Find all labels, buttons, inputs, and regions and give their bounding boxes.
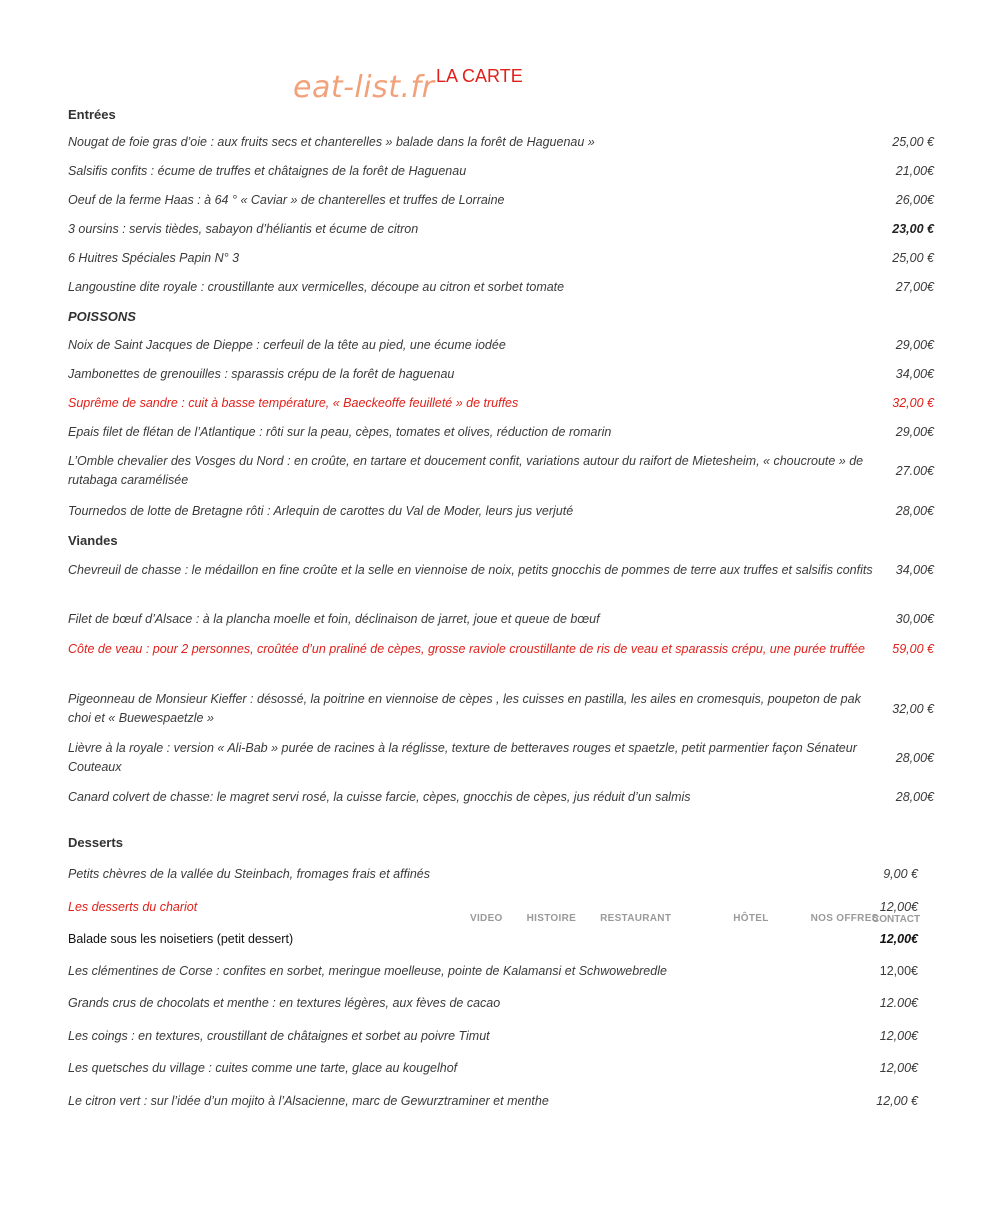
section-heading-poissons: POISSONS — [68, 309, 136, 324]
menu-item — [68, 220, 934, 239]
item-price: 21,00€ — [895, 164, 934, 178]
item-description: Grands crus de chocolats et menthe : en textures légères, aux fèves de cacao — [68, 996, 501, 1010]
item-price: 12.00€ — [879, 996, 918, 1010]
item-price: 12,00€ — [879, 1061, 918, 1075]
menu-item — [68, 1092, 918, 1111]
menu-item — [68, 1027, 918, 1046]
nav-link-histoire[interactable]: HISTOIRE — [526, 913, 577, 924]
menu-item — [68, 365, 934, 384]
item-description: Jambonettes de grenouilles : sparassis crépu de la forêt de haguenau — [68, 367, 455, 381]
section-heading-entrees: Entrées — [68, 107, 116, 122]
nav-bar — [470, 913, 879, 924]
item-description: Les desserts du chariot — [68, 900, 198, 914]
item-price: 34,00€ — [895, 367, 934, 381]
item-price: 26,00€ — [895, 193, 934, 207]
item-price: 28,00€ — [895, 790, 934, 804]
menu-item — [68, 962, 918, 981]
item-price: 9,00 € — [883, 867, 918, 881]
item-description: L’Omble chevalier des Vosges du Nord : en croûte, en tartare et doucement confit, variations autour du raifort de Mietesheim, « choucroute » de rutabaga caramélisée — [68, 454, 864, 487]
item-description: Petits chèvres de la vallée du Steinbach, fromages frais et affinés — [68, 867, 430, 881]
item-price: 12,00€ — [879, 932, 918, 946]
item-description: Oeuf de la ferme Haas : à 64 ° « Caviar » de chanterelles et truffes de Lorraine — [68, 193, 505, 207]
menu-item-featured — [68, 394, 934, 413]
item-price: 23,00 € — [892, 222, 934, 236]
section-heading-desserts: Desserts — [68, 835, 123, 850]
menu-item — [68, 423, 934, 442]
menu-item — [68, 561, 934, 580]
item-price: 28,00€ — [895, 750, 934, 765]
menu-item — [68, 739, 934, 777]
menu-item — [68, 336, 934, 355]
menu-item — [68, 452, 934, 490]
menu-item — [68, 502, 934, 521]
item-price: 30,00€ — [895, 612, 934, 626]
item-description: Tournedos de lotte de Bretagne rôti : Arlequin de carottes du Val de Moder, leurs jus verjuté — [68, 504, 574, 518]
item-description: Les clémentines de Corse : confites en sorbet, meringue moelleuse, pointe de Kalamansi et Schwowebredle — [68, 964, 667, 978]
menu-item — [68, 278, 934, 297]
item-price: 25,00 € — [892, 135, 934, 149]
item-price: 29,00€ — [895, 425, 934, 439]
item-price: 32,00 € — [892, 701, 934, 716]
item-price: 29,00€ — [895, 338, 934, 352]
item-description: Salsifis confits : écume de truffes et châtaignes de la forêt de Haguenau — [68, 164, 467, 178]
menu-item — [68, 610, 934, 629]
item-description: Le citron vert : sur l’idée d’un mojito à l’Alsacienne, marc de Gewurztraminer et menthe — [68, 1094, 549, 1108]
menu-item — [68, 930, 918, 949]
menu-item — [68, 865, 918, 884]
nav-link-hotel[interactable]: HÔTEL — [733, 913, 769, 924]
menu-item-featured — [68, 640, 934, 659]
item-price: 12,00€ — [879, 1029, 918, 1043]
item-price: 25,00 € — [892, 251, 934, 265]
page-title: LA CARTE — [436, 66, 523, 86]
item-description: Filet de bœuf d’Alsace : à la plancha moelle et foin, déclinaison de jarret, joue et queue de bœuf — [68, 612, 600, 626]
menu-item — [68, 994, 918, 1013]
nav-link-contact[interactable]: CONTACT — [872, 914, 921, 925]
item-description: Noix de Saint Jacques de Dieppe : cerfeuil de la tête au pied, une écume iodée — [68, 338, 506, 352]
item-description: Pigeonneau de Monsieur Kieffer : désossé, la poitrine en viennoise de cèpes , les cuisses en pastilla, les ailes en cromesquis, poupeton de pak choi et « Buewespaetzle » — [68, 692, 861, 725]
item-description: Chevreuil de chasse : le médaillon en fine croûte et la selle en viennoise de noix, petits gnocchis de pommes de terre aux truffes et salsifis confits — [68, 563, 873, 577]
item-description: 6 Huitres Spéciales Papin N° 3 — [68, 251, 240, 265]
item-price: 32,00 € — [892, 396, 934, 410]
nav-link-offres[interactable]: NOS OFFRES — [810, 913, 879, 924]
section-heading-viandes: Viandes — [68, 533, 118, 548]
menu-item — [68, 788, 934, 807]
item-description: Les coings : en textures, croustillant de châtaignes et sorbet au poivre Timut — [68, 1029, 490, 1043]
menu-item — [68, 133, 934, 152]
item-description: Côte de veau : pour 2 personnes, croûtée d’un praliné de cèpes, grosse raviole croustillante de ris de veau et sparassis crépu, une purée truffée — [68, 642, 866, 656]
item-description: Canard colvert de chasse: le magret servi rosé, la cuisse farcie, cèpes, gnocchis de cèpes, jus réduit d’un salmis — [68, 790, 691, 804]
menu-item — [68, 162, 934, 181]
item-price: 12,00 € — [876, 1094, 918, 1108]
item-price: 28,00€ — [895, 504, 934, 518]
item-price: 12,00€ — [879, 964, 918, 978]
menu-item — [68, 191, 934, 210]
item-description: 3 oursins : servis tièdes, sabayon d’héliantis et écume de citron — [68, 222, 419, 236]
item-price: 27.00€ — [895, 463, 934, 478]
item-price: 59,00 € — [892, 642, 934, 656]
item-price: 12,00€ — [879, 900, 918, 914]
item-price: 34,00€ — [895, 563, 934, 577]
item-description: Les quetsches du village : cuites comme une tarte, glace au kougelhof — [68, 1061, 458, 1075]
watermark-logo: eat-list.fr — [293, 70, 435, 105]
item-price: 27,00€ — [895, 280, 934, 294]
item-description: Lièvre à la royale : version « Ali-Bab » purée de racines à la réglisse, texture de betteraves rouges et spaetzle, petit parmentier façon Sénateur Couteaux — [68, 741, 857, 774]
item-description: Epais filet de flétan de l’Atlantique : rôti sur la peau, cèpes, tomates et olives, réduction de romarin — [68, 425, 612, 439]
nav-link-video[interactable]: VIDEO — [470, 913, 503, 924]
nav-link-restaurant[interactable]: RESTAURANT — [600, 913, 672, 924]
item-description: Langoustine dite royale : croustillante aux vermicelles, découpe au citron et sorbet tomate — [68, 280, 565, 294]
item-description: Balade sous les noisetiers (petit dessert) — [68, 932, 294, 946]
item-description: Nougat de foie gras d’oie : aux fruits secs et chanterelles » balade dans la forêt de Haguenau » — [68, 135, 595, 149]
menu-item — [68, 690, 934, 728]
item-description: Suprême de sandre : cuit à basse température, « Baeckeoffe feuilleté » de truffes — [68, 396, 519, 410]
menu-item — [68, 249, 934, 268]
menu-item — [68, 1059, 918, 1078]
